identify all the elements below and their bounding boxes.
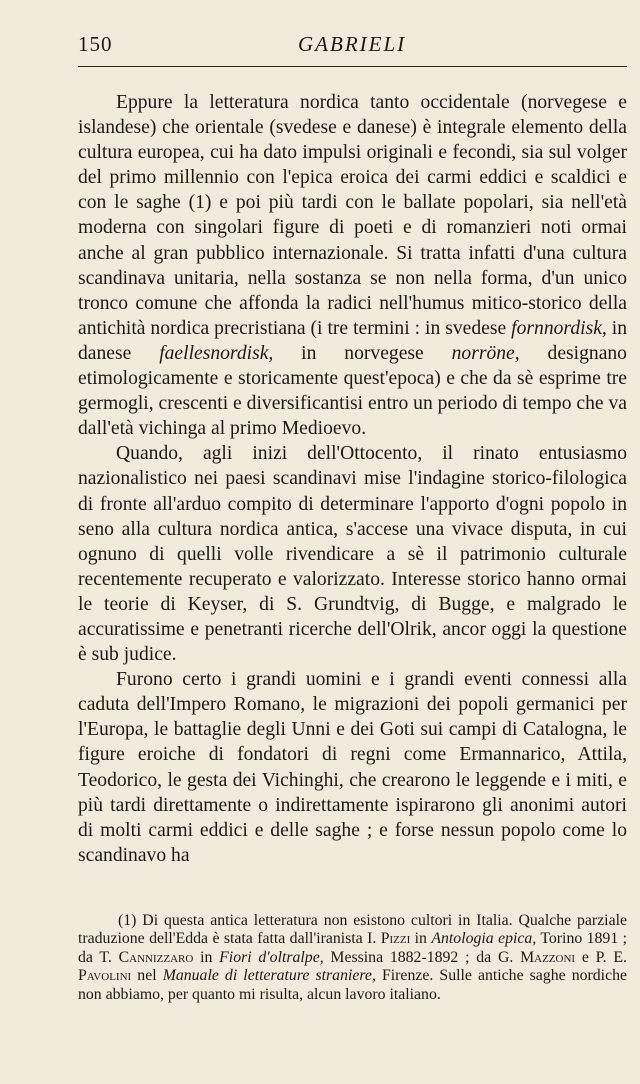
footnote-1	[78, 912, 627, 1004]
page-header	[78, 32, 627, 62]
footnote-text-g: nel	[131, 967, 163, 985]
paragraph-1-text-a: Eppure la letteratura nordica tanto occidentale (norvegese e islandese) che orientale (svedese e danese) è integrale elemento della cultura europea, cui ha dato impulsi originali e fecondi, sia sul volger del primo millennio con l'epica eroica dei carmi eddici e scaldici e con le saghe (1) e poi più tardi con le ballate popolari, sia nell'età moderna con singolari figure di poeti e di romanzieri noti ormai anche al gran pubblico internazionale. Si tratta infatti d'una cultura scandinava unitaria, nella sostanza se non nella forma, d'un unico tronco comune che affonda la radici nell'humus mitico-storico della antichità nordica precristiana (i tre termini : in svedese	[78, 92, 627, 339]
footnote-text-h: Firenze. Sulle antiche saghe nordiche non abbiamo, per quanto mi risulta, alcun lavoro italiano.	[78, 967, 627, 1003]
author-cannizzaro: Cannizzaro	[118, 948, 194, 966]
paragraph-1-text-d: designano etimologicamente e storicamente quest'epoca) e che da sè esprime tre germogli, crescenti e diversificantisi entro un periodo di tempo che va dall'età vichinga al primo Medioevo.	[78, 342, 627, 440]
term-swedish: fornnordisk,	[511, 317, 607, 339]
body-text	[78, 90, 627, 868]
footnote-text-b: in	[410, 930, 432, 948]
footnote-text-a: (1) Di questa antica letteratura non esistono cultori in Italia. Qualche parziale traduzione dell'Edda è stata fatta dall'iranista I.	[78, 912, 627, 948]
title-antologia-epica: Antologia epica,	[431, 930, 537, 948]
footnote-text-e: Messina 1882-1892 ; da G.	[323, 948, 521, 966]
footnote-text-d: in	[193, 948, 220, 966]
title-manuale: Manuale di letterature straniere,	[162, 967, 376, 985]
paragraph-1-text-b: in danese	[78, 317, 628, 364]
author-pizzi: Pizzi	[380, 930, 411, 948]
author-pavolini: Pavolini	[78, 967, 132, 985]
footnote	[78, 912, 627, 1004]
paragraph-3: Furono certo i grandi uomini e i grandi eventi connessi alla caduta dell'Impero Romano, le migrazioni dei popoli germanici per l'Europa, le battaglie degli Unni e dei Goti sui campi di Catalogna, le figure eroiche di fondatori di regni come Ermannarico, Attila, Teodorico, le gesta dei Vichinghi, che crearono le leggende e i miti, e più tardi direttamente o indirettamente ispirarono gli anonimi autori di molti carmi eddici e delle saghe ; e forse nessun popolo come lo scandinavo ha	[78, 669, 627, 866]
footnote-text-f: e P. E.	[575, 948, 627, 966]
footnote-text-c: Torino 1891 ; da T.	[78, 930, 628, 966]
term-danish: faellesnordisk,	[159, 342, 274, 364]
author-mazzoni: Mazzoni	[520, 948, 576, 966]
term-norwegian: norröne,	[451, 342, 520, 364]
paragraph-2: Quando, agli inizi dell'Ottocento, il rinato entusiasmo nazionalistico nei paesi scandinavi mise l'indagine storico-filologica di fronte all'arduo compito di determinare l'apporto d'ogni popolo in seno alla cultura nordica antica, s'accese una vivace disputa, in cui ognuno di quelli volle rivendicare a sè il patrimonio culturale recentemente recuperato e valorizzato. Interesse storico hanno ormai le teorie di Keyser, di S. Grundtvig, di Bugge, e malgrado le accuratissime e penetranti ricerche dell'Olrik, ancor oggi la questione è sub judice.	[78, 443, 627, 666]
header-rule	[78, 66, 627, 67]
title-fiori-oltralpe: Fiori d'oltralpe,	[219, 948, 324, 966]
paragraph-1	[78, 90, 627, 441]
page-number: 150	[78, 32, 113, 56]
running-title: GABRIELI	[298, 32, 407, 56]
paragraph-1-text-c: in norvegese	[273, 342, 452, 364]
